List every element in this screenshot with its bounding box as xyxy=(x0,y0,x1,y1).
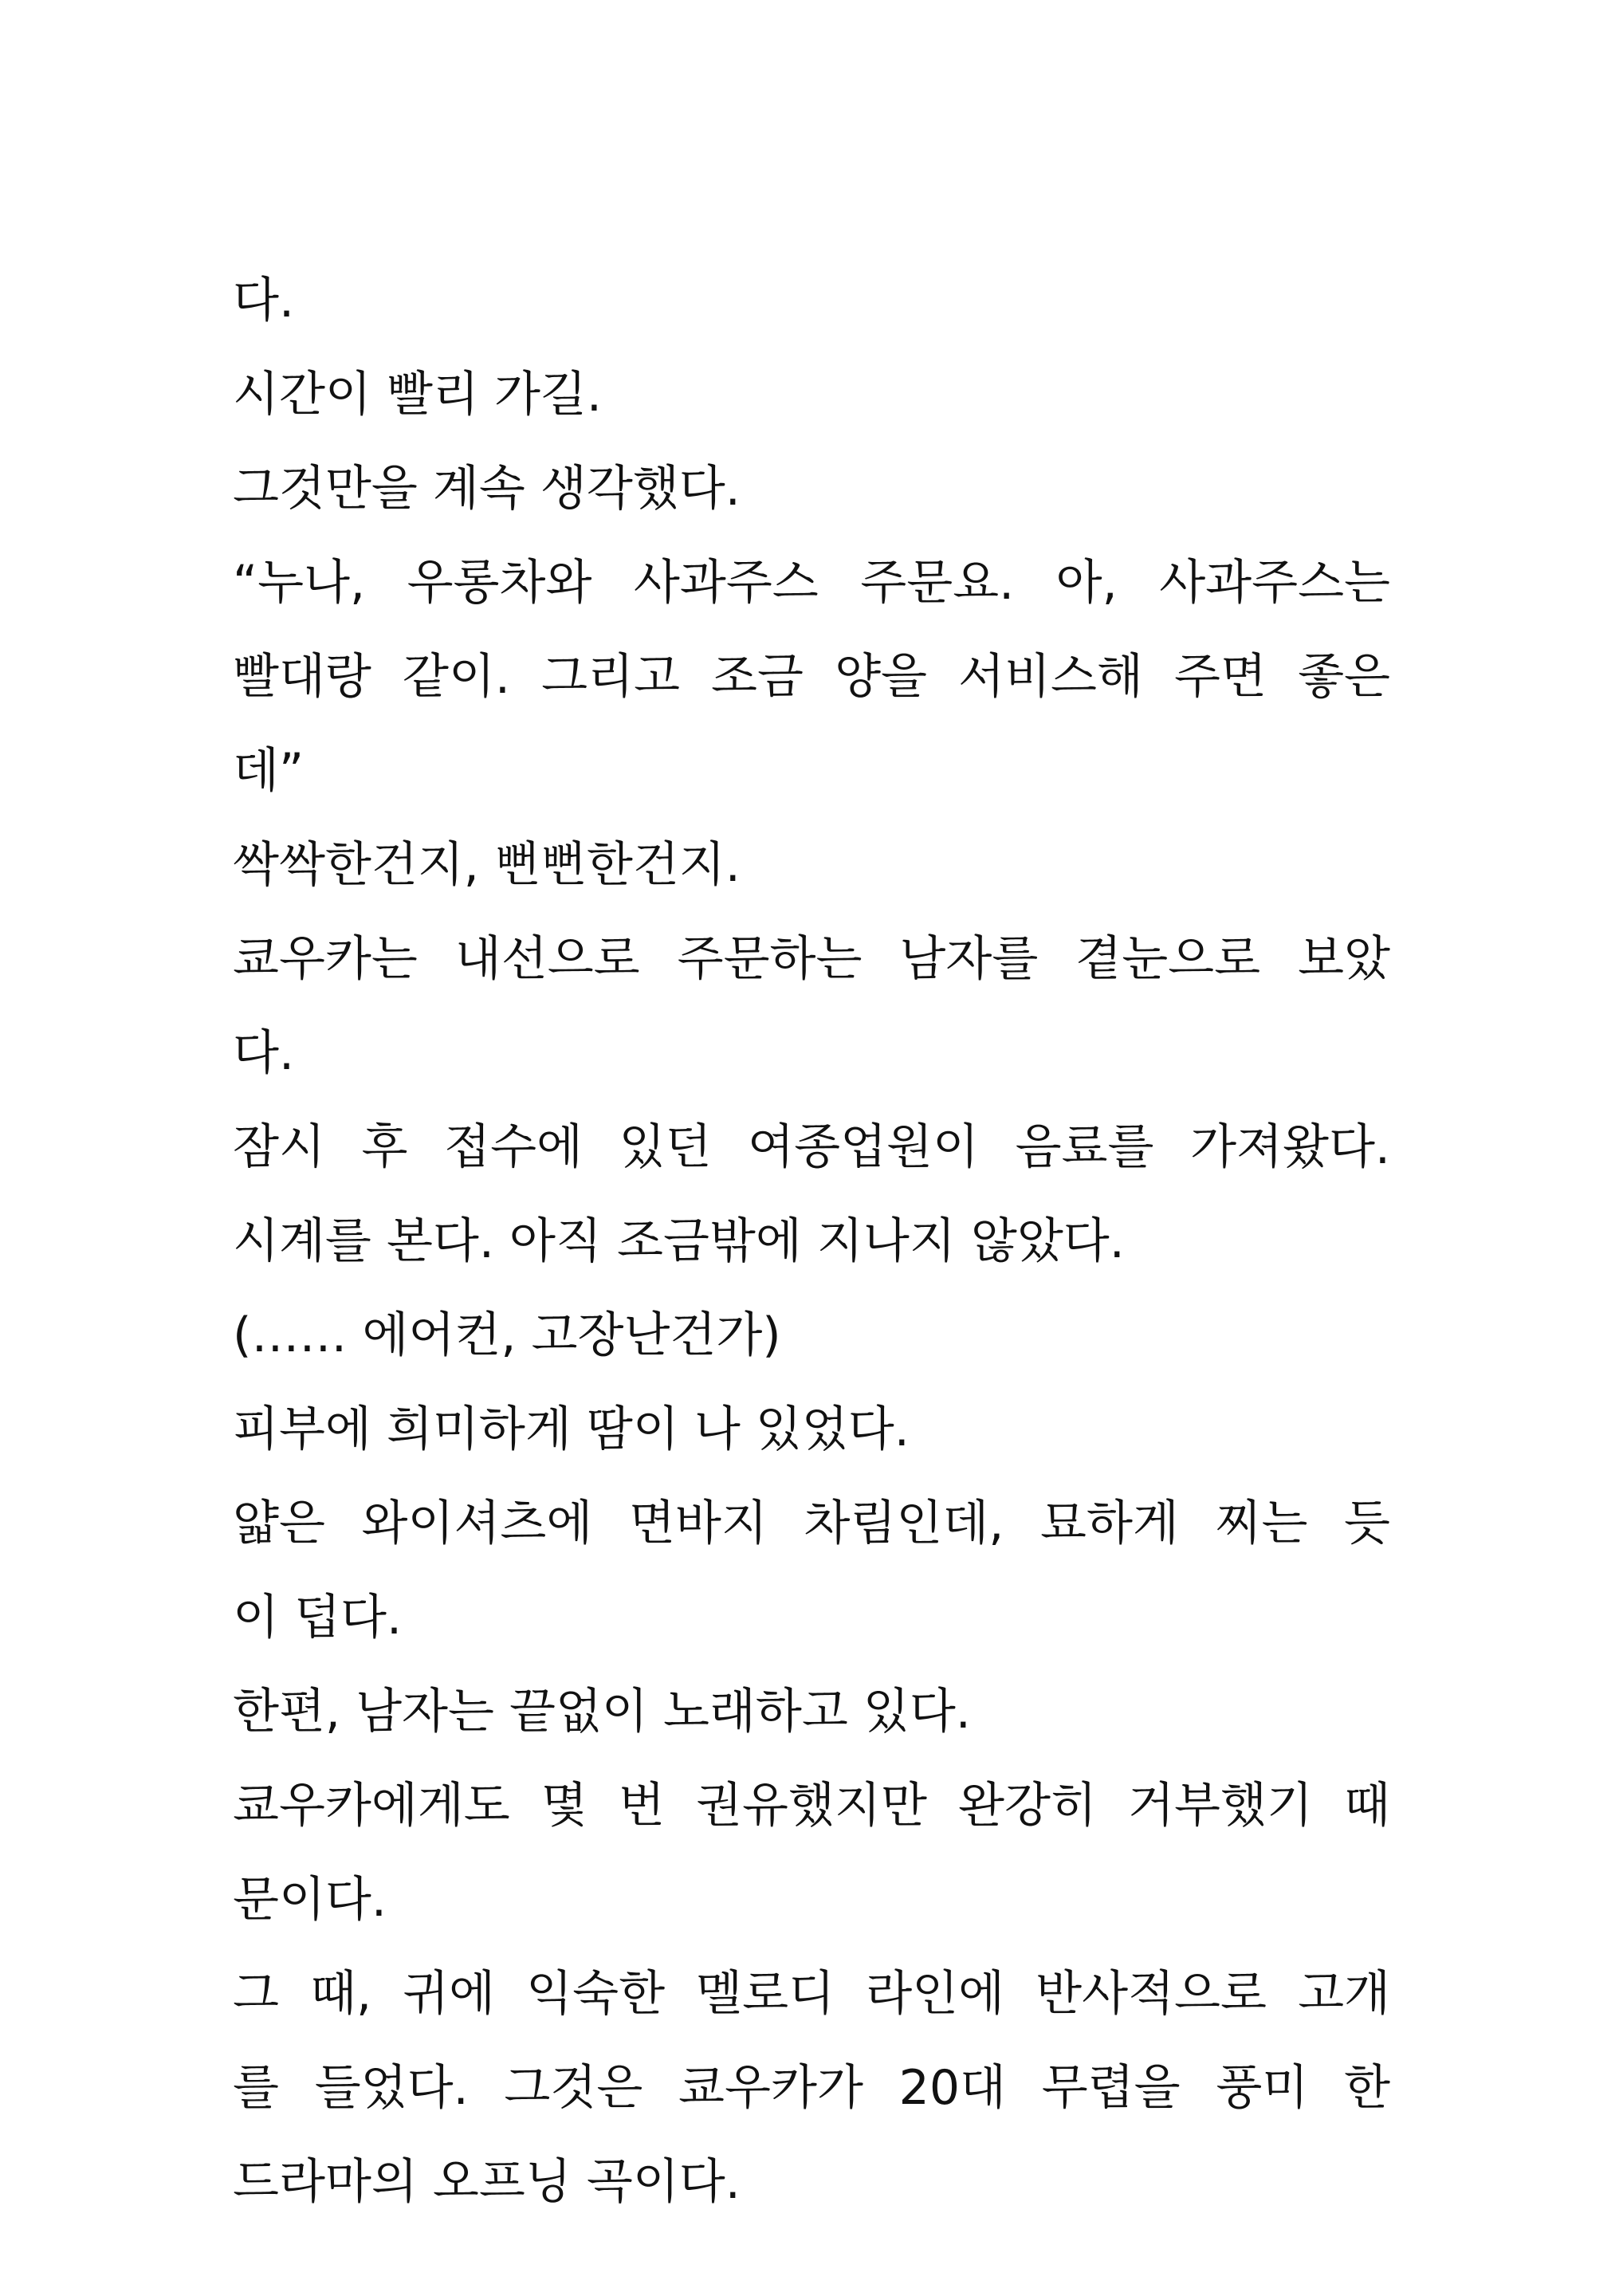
text-line-15: 이 덥다. xyxy=(233,1590,403,1645)
text-line-11: 시계를 본다. 아직 조금밖에 지나지 않았다. xyxy=(233,1213,1125,1269)
text-line-20: 를 들었다. 그것은 쿄우카가 20대 무렵을 풍미 한 xyxy=(233,2060,1390,2116)
body-text xyxy=(233,254,1390,2229)
text-line-19: 그 때, 귀에 익숙한 멜로디 라인에 반사적으로 고개 xyxy=(233,1966,1390,2022)
text-line-18: 문이다. xyxy=(233,1872,387,1928)
text-line-14: 얇은 와이셔츠에 면바지 차림인데, 묘하게 찌는 듯 xyxy=(233,1496,1390,1551)
text-line-17: 쿄우카에게도 몇 번 권유했지만 완강히 거부했기 때 xyxy=(233,1778,1390,1834)
text-line-4: “누나, 우롱차와 사과주스 주문요. 아, 사과주스는 xyxy=(233,555,1390,611)
text-line-6: 데” xyxy=(233,743,305,799)
text-line-2: 시간이 빨리 가길. xyxy=(233,367,602,423)
text-line-7: 싹싹한건지, 뻔뻔한건지. xyxy=(233,837,741,893)
text-line-16: 한편, 남자는 끝없이 노래하고 있다. xyxy=(233,1684,971,1740)
text-line-9: 다. xyxy=(233,1025,295,1081)
text-line-1: 다. xyxy=(233,273,295,328)
text-line-5: 빨대랑 같이. 그리고 조금 양을 서비스해 주면 좋은 xyxy=(233,649,1390,705)
text-line-3: 그것만을 계속 생각했다. xyxy=(233,461,741,517)
text-line-10: 잠시 후 접수에 있던 여종업원이 음료를 가져왔다. xyxy=(233,1119,1390,1175)
text-line-8: 쿄우카는 내선으로 주문하는 남자를 곁눈으로 보았 xyxy=(233,931,1390,987)
text-line-21: 드라마의 오프닝 곡이다. xyxy=(233,2154,741,2210)
text-line-12: (…… 에어컨, 고장난건가) xyxy=(233,1307,781,1363)
text-line-13: 피부에 희미하게 땀이 나 있었다. xyxy=(233,1402,910,1457)
